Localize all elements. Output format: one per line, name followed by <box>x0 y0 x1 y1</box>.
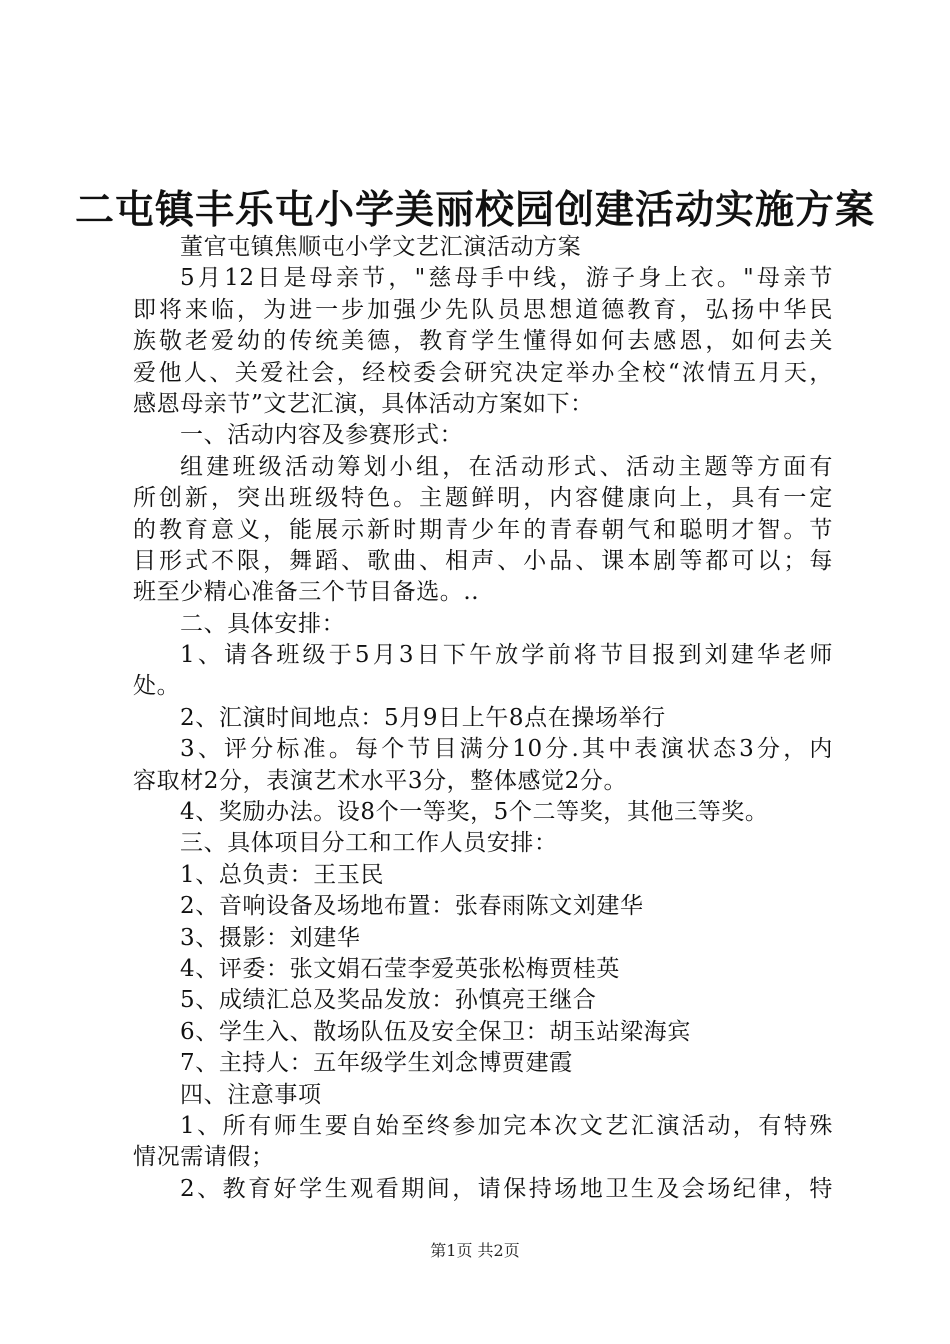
body-line: 族敬老爱幼的传统美德，教育学生懂得如何去感恩，如何去关 <box>133 328 833 355</box>
body-line: 情况需请假； <box>133 1144 275 1171</box>
body-line: 2、教育好学生观看期间，请保持场地卫生及会场纪律，特 <box>180 1175 833 1202</box>
body-line: 一、活动内容及参赛形式： <box>180 422 464 449</box>
body-line: 班至少精心准备三个节目备选。.. <box>133 579 480 606</box>
body-line: 容取材2分，表演艺术水平3分，整体感觉2分。 <box>133 767 628 794</box>
body-line: 1、所有师生要自始至终参加完本次文艺汇演活动，有特殊 <box>180 1112 833 1139</box>
body-line: 4、奖励办法。设8个一等奖，5个二等奖，其他三等奖。 <box>180 799 769 826</box>
body-line: 三、具体项目分工和工作人员安排： <box>180 830 558 857</box>
body-line: 4、评委：张文娟石莹李爱英张松梅贾桂英 <box>180 955 621 982</box>
body-line: 5月12日是母亲节，"慈母手中线，游子身上衣。"母亲节 <box>180 265 833 292</box>
body-line: 1、请各班级于5月3日下午放学前将节目报到刘建华老师 <box>180 642 833 669</box>
body-line: 3、评分标准。每个节目满分10分.其中表演状态3分，内 <box>180 736 833 763</box>
body-line: 7、主持人：五年级学生刘念博贾建霞 <box>180 1050 573 1077</box>
document-title: 二屯镇丰乐屯小学美丽校园创建活动实施方案 <box>74 187 875 233</box>
body-line: 的教育意义，能展示新时期青少年的青春朝气和聪明才智。节 <box>133 516 833 543</box>
body-line: 组建班级活动筹划小组，在活动形式、活动主题等方面有 <box>180 453 833 480</box>
body-line: 二、具体安排： <box>180 610 346 637</box>
body-line: 即将来临，为进一步加强少先队员思想道德教育，弘扬中华民 <box>133 296 833 323</box>
body-line: 2、音响设备及场地布置：张春雨陈文刘建华 <box>180 893 644 920</box>
page-footer: 第1页 共2页 <box>430 1241 520 1260</box>
body-line: 5、成绩汇总及奖品发放：孙慎亮王继合 <box>180 987 597 1014</box>
body-line: 四、注意事项 <box>180 1081 322 1108</box>
body-line: 目形式不限，舞蹈、歌曲、相声、小品、课本剧等都可以；每 <box>133 547 833 574</box>
body-line: 所创新，突出班级特色。主题鲜明，内容健康向上，具有一定 <box>133 485 833 512</box>
body-line: 3、摄影：刘建华 <box>180 924 361 951</box>
body-line: 6、学生入、散场队伍及安全保卫：胡玉站梁海宾 <box>180 1018 691 1045</box>
body-line: 感恩母亲节”文艺汇演，具体活动方案如下： <box>133 390 594 417</box>
body-line: 2、汇演时间地点：5月9日上午8点在操场举行 <box>180 704 666 731</box>
body-line: 爱他人、关爱社会，经校委会研究决定举办全校“浓情五月天， <box>133 359 833 386</box>
body-line: 董官屯镇焦顺屯小学文艺汇演活动方案 <box>180 234 582 260</box>
body-line: 处。 <box>133 673 181 700</box>
document-body <box>133 232 833 1205</box>
body-line: 1、总负责：王玉民 <box>180 861 385 888</box>
